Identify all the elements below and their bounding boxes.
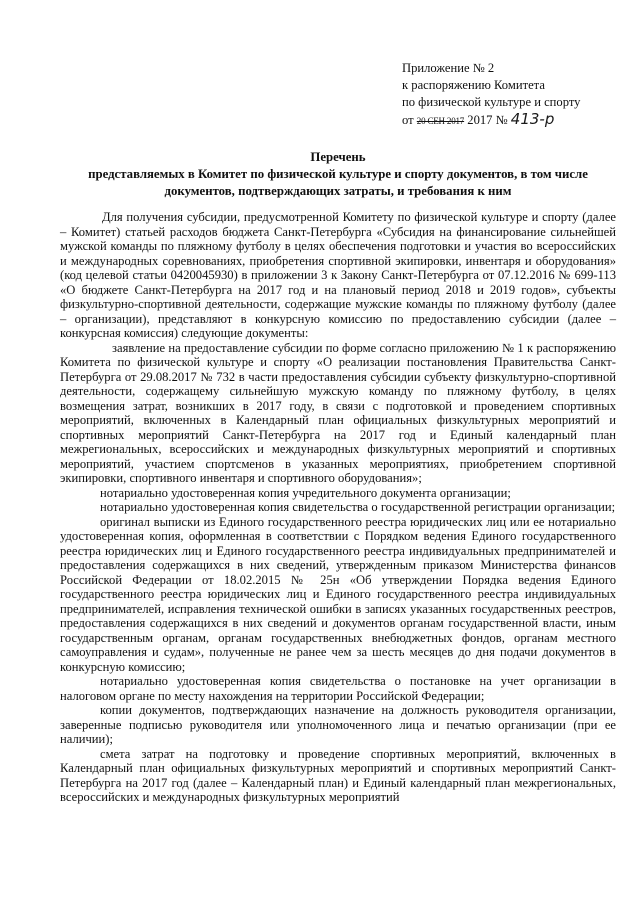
committee-name: по физической культуре и спорту <box>402 95 581 109</box>
order-reference <box>402 111 622 130</box>
list-item-registration-certificate: нотариально удостоверенная копия свидетельства о государственной регистрации организации; <box>100 500 616 514</box>
order-number-handwritten: 413-р <box>510 110 555 128</box>
list-item-registry-extract: оригинал выписки из Единого государственного реестра юридических лиц или ее нотариально удостоверенная копия, оформленная в соответствии с Порядком ведения Единого государственного реестра юридических лиц и Единого государственного реестра индивидуальных предпринимателей и предоставления содержащихся в них сведений, утвержденным приказом Министерства финансов Российской Федерации от 18.02.2015 № 25н «Об утверждении Порядка ведения Единого государственного реестра юридических лиц и Единого государственного реестра индивидуальных предпринимателей, исправления технической ошибки в записях указанных государственных реестров, предоставления содержащихся в них сведений и документов органам государственной власти, иным государственным органам, органам государственных внебюджетных фондов, органам местного самоуправления и судам», полученные не ранее чем за шесть месяцев до дня подачи документов в конкурсную комиссию; <box>60 514 616 674</box>
list-item-cost-estimate: смета затрат на подготовку и проведение спортивных мероприятий, включенных в Календарный план официальных физкультурных мероприятий и спортивных мероприятий Санкт-Петербурга на 2017 год (далее – Календарный план) и Единый календарный план межрегиональных, всероссийских и международных физкультурных мероприятий <box>60 746 616 804</box>
title-line-2: представляемых в Комитет по физической культуре и спорту документов, в том числе <box>88 167 588 181</box>
list-item-director-appointment: копии документов, подтверждающих назначение на должность руководителя организации, заверенные подписью руководителя или уполномоченного лица и печатью организации (при ее наличии); <box>60 703 616 746</box>
list-item-tax-certificate: нотариально удостоверенная копия свидетельства о постановке на учет организации в налоговом органе по месту нахождения на территории Российской Федерации; <box>60 674 616 703</box>
list-item-application: заявление на предоставление субсидии по форме согласно приложению № 1 к распоряжению Комитета по физической культуре и спорту «О реализации постановления Правительства Санкт-Петербурга от 29.08.2017 № 732 в части предоставления субсидии субъекту физкультурно-спортивной деятельности, содержащему сильнейшую мужскую команду по пляжному футболу, в целях возмещения затрат, возникших в 2017 году, в связи с подготовкой и проведением спортивных мероприятий, включенных в Календарный план официальных физкультурных мероприятий и спортивных мероприятий Санкт-Петербурга на 2017 год и Единый календарный план межрегиональных, всероссийских и международных физкультурных мероприятий и спортивных мероприятий, участием спортсменов в указанных мероприятиях, приобретением спортивной экипировки, спортивного инвентаря и спортивного оборудования»; <box>60 340 616 485</box>
appendix-to-order: к распоряжению Комитета <box>402 78 545 92</box>
list-item-charter-copy: нотариально удостоверенная копия учредительного документа организации; <box>100 485 511 500</box>
order-date-stamp: 20 СЕН 2017 <box>416 116 465 126</box>
title-line-3: документов, подтверждающих затраты, и требования к ним <box>164 184 512 198</box>
order-year: 2017 № <box>467 113 508 127</box>
appendix-number: Приложение № 2 <box>402 61 495 75</box>
appendix-header <box>402 60 622 130</box>
document-body <box>60 210 616 805</box>
title-line-1: Перечень <box>310 150 366 164</box>
document-title <box>58 149 618 200</box>
order-prefix: от <box>402 113 414 127</box>
intro-paragraph: Для получения субсидии, предусмотренной Комитету по физической культуре и спорту (далее – Комитет) статьей расходов бюджета Санкт-Петербурга «Субсидия на финансирование сильнейшей мужской команды по пляжному футболу в целях обеспечения подготовки и участия во всероссийских и международных соревнованиях, приобретения спортивной экипировки, инвентаря и оборудования» (код целевой статьи 0420045930) в приложении 3 к Закону Санкт-Петербурга от 07.12.2016 № 699-113 «О бюджете Санкт-Петербурга на 2017 год и на плановый период 2018 и 2019 годов», субъекты физкультурно-спортивной деятельности, содержащие мужские команды по пляжному футболу (далее – организации), представляют в конкурсную комиссию по предоставлению субсидии (далее – конкурсная комиссия) следующие документы: <box>60 210 616 340</box>
